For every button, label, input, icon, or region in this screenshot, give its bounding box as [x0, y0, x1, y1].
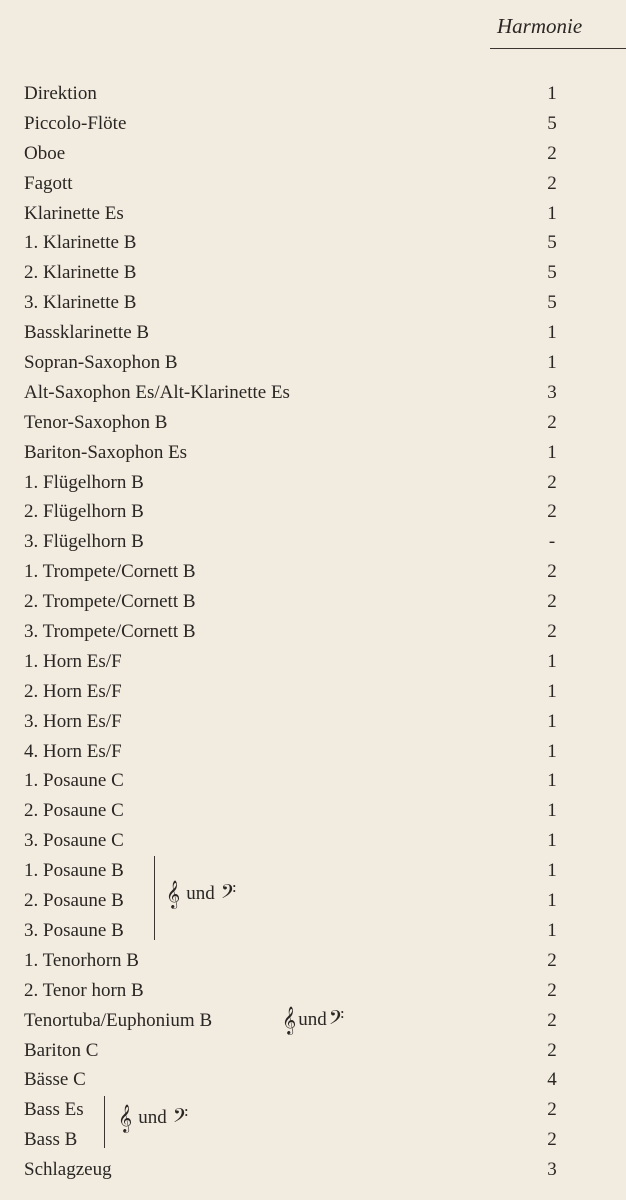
header-rule [490, 48, 626, 49]
instrument-count: 5 [547, 112, 557, 134]
instrument-count: 1 [547, 919, 557, 941]
instrument-row [24, 916, 564, 946]
instrument-count: 1 [547, 770, 557, 792]
instrument-count: 1 [547, 800, 557, 822]
instrument-row [24, 527, 564, 557]
instrument-row [24, 169, 564, 199]
instrument-count: 1 [547, 650, 557, 672]
und-label: und [186, 883, 215, 904]
und-label: und [138, 1107, 167, 1128]
instrument-count: 2 [547, 411, 557, 433]
instrument-row [24, 1155, 564, 1185]
instrument-count: 5 [547, 292, 557, 314]
posaune-b-brace [154, 856, 155, 940]
instrument-row [24, 707, 564, 737]
bass-clef-icon: 𝄢 [328, 1006, 345, 1034]
instrument-count: 5 [547, 232, 557, 254]
instrument-row [24, 288, 564, 318]
section-title: Harmonie [497, 14, 583, 38]
instrument-row [24, 796, 564, 826]
instrument-row [24, 438, 564, 468]
instrument-name: Bässe C [24, 1069, 86, 1091]
instrument-count: 2 [547, 1129, 557, 1151]
instrument-row [24, 1036, 564, 1066]
tenortuba-clef-note [282, 1006, 344, 1034]
instrument-name: Tenortuba/Euphonium B [24, 1009, 213, 1031]
instrument-count: 2 [547, 501, 557, 523]
instrument-name: 1. Posaune B [24, 860, 124, 882]
instrument-count: 1 [547, 680, 557, 702]
instrument-count: 2 [547, 1039, 557, 1061]
instrument-name: Direktion [24, 83, 97, 104]
instrument-row [24, 79, 564, 109]
instrument-row [24, 318, 564, 348]
instrument-count: 1 [547, 890, 557, 912]
instrument-name: 1. Posaune C [24, 770, 124, 792]
instrument-name: 1. Tenorhorn B [24, 949, 139, 971]
instrument-count: 1 [547, 860, 557, 882]
instrument-name: Bass Es [24, 1099, 84, 1121]
instrument-name: Bariton-Saxophon Es [24, 441, 188, 463]
bass-clef-note [118, 1104, 188, 1132]
instrument-count: 2 [547, 979, 557, 1001]
instrument-name: 3. Trompete/Cornett B [24, 621, 196, 643]
instrument-name: 3. Klarinette B [24, 292, 137, 314]
instrument-name: 3. Posaune B [24, 919, 124, 941]
instrument-count: 1 [547, 441, 557, 463]
instrument-name: 3. Horn Es/F [24, 710, 122, 732]
instrument-row [24, 557, 564, 587]
instrument-count: 2 [547, 561, 557, 583]
instrument-row [24, 976, 564, 1006]
instrument-count: 1 [547, 830, 557, 852]
instrument-name: Fagott [24, 172, 73, 194]
instrument-count: 3 [547, 1159, 557, 1181]
instrument-count: 1 [547, 710, 557, 732]
instrument-row [24, 258, 564, 288]
instrument-row [24, 497, 564, 527]
instrument-count: 2 [547, 621, 557, 643]
instrument-name: 1. Trompete/Cornett B [24, 561, 196, 583]
instrument-name: 1. Flügelhorn B [24, 471, 144, 493]
treble-clef-icon: 𝄞 [118, 1104, 133, 1132]
instrument-row [24, 378, 564, 408]
instrument-row [24, 199, 564, 229]
instrument-row [24, 856, 564, 886]
instrument-row [24, 886, 564, 916]
bass-clef-icon: 𝄢 [172, 1104, 189, 1132]
instrument-name: 2. Tenor horn B [24, 979, 144, 1001]
instrument-row [24, 139, 564, 169]
instrument-name: Alt-Saxophon Es/Alt-Klarinette Es [24, 381, 290, 403]
und-label: und [298, 1009, 327, 1030]
instrument-row [24, 408, 564, 438]
instrument-row [24, 228, 564, 258]
instrument-name: Bassklarinette B [24, 322, 150, 344]
instrument-count: 1 [547, 352, 557, 374]
instrument-name: Schlagzeug [24, 1159, 112, 1181]
instrument-row [24, 1095, 564, 1125]
instrument-name: 2. Posaune C [24, 800, 124, 822]
instrument-name: 2. Trompete/Cornett B [24, 591, 196, 613]
instrument-count: 2 [547, 591, 557, 613]
instrument-row [24, 946, 564, 976]
instrument-count: 2 [547, 471, 557, 493]
instrument-count: 2 [547, 172, 557, 194]
instrument-name: Sopran-Saxophon B [24, 352, 178, 374]
instrument-count: 1 [547, 322, 557, 344]
instrument-count: - [548, 531, 556, 553]
instrument-row [24, 647, 564, 677]
instrument-name: Piccolo-Flöte [24, 112, 127, 134]
instrument-row [24, 617, 564, 647]
instrument-count: 2 [547, 1099, 557, 1121]
instrument-row [24, 468, 564, 498]
instrument-name: 3. Flügelhorn B [24, 531, 144, 553]
instrument-row [24, 109, 564, 139]
instrument-row [24, 737, 564, 767]
posaune-b-clef-note [166, 880, 236, 908]
bass-clef-icon: 𝄢 [220, 880, 237, 908]
instrument-row [24, 348, 564, 378]
instrument-name: 1. Klarinette B [24, 232, 137, 254]
instrument-name: 4. Horn Es/F [24, 740, 122, 762]
instrument-name: 2. Posaune B [24, 890, 124, 912]
instrument-row [24, 1125, 564, 1155]
instrument-count: 1 [547, 202, 557, 224]
instrument-count: 2 [547, 1009, 557, 1031]
instrument-count: 1 [547, 83, 557, 104]
instrument-name: Bass B [24, 1129, 78, 1151]
instrument-name: 2. Horn Es/F [24, 680, 122, 702]
instrument-name: Bariton C [24, 1039, 99, 1061]
instrument-count: 4 [547, 1069, 557, 1091]
instrument-count: 2 [547, 142, 557, 164]
instrument-row [24, 1065, 564, 1095]
treble-clef-icon: 𝄞 [282, 1006, 297, 1034]
instrument-name: 3. Posaune C [24, 830, 124, 852]
instrument-name: 1. Horn Es/F [24, 650, 122, 672]
bass-brace [104, 1096, 105, 1148]
instrument-row [24, 677, 564, 707]
instrument-count: 5 [547, 262, 557, 284]
instrument-row [24, 766, 564, 796]
instrument-row [24, 587, 564, 617]
instrument-count: 2 [547, 949, 557, 971]
instrument-name: Tenor-Saxophon B [24, 411, 168, 433]
instrument-name: 2. Klarinette B [24, 262, 137, 284]
treble-clef-icon: 𝄞 [166, 880, 181, 908]
instrument-name: Klarinette Es [24, 202, 124, 224]
instrument-count: 1 [547, 740, 557, 762]
instrument-count: 3 [547, 381, 557, 403]
instrument-row [24, 826, 564, 856]
instrument-name: 2. Flügelhorn B [24, 501, 144, 523]
instrument-name: Oboe [24, 142, 66, 164]
